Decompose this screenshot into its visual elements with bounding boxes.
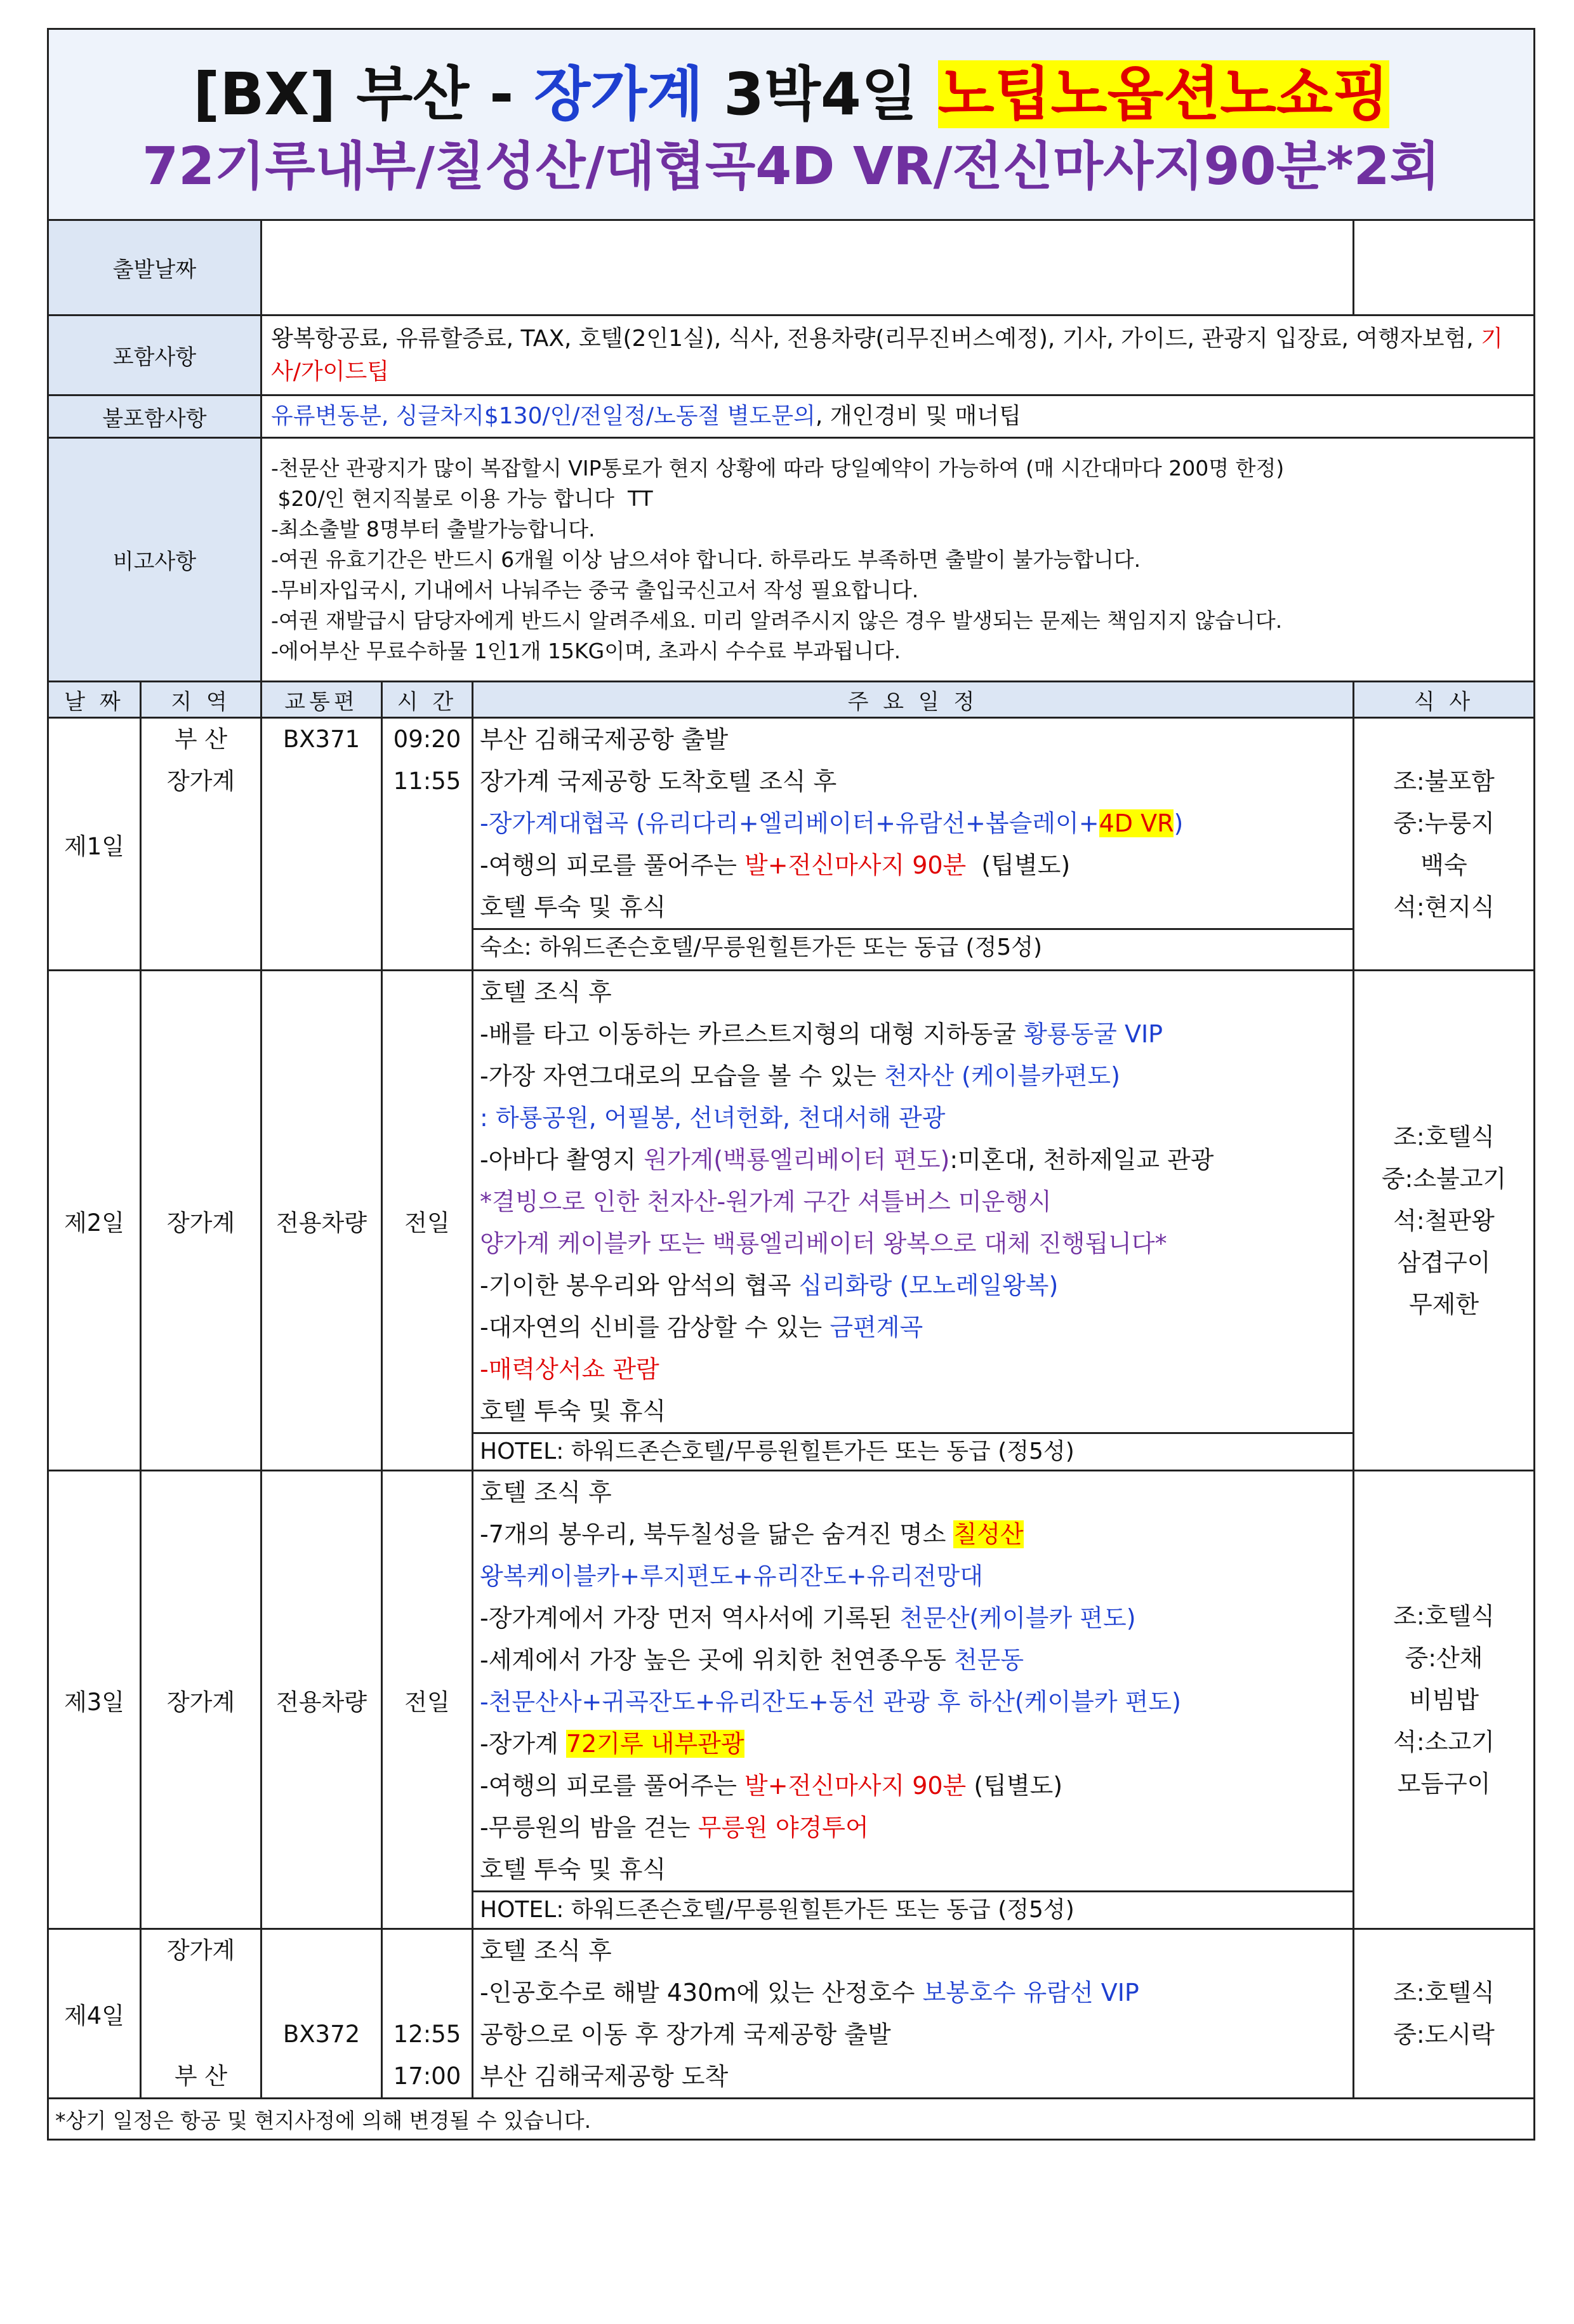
include-items: 왕복항공료, 유류할증료, TAX, 호텔(2인1실), 식사, 전용차량(리무진버스예정), 기사, 가이드, 관광지 입장료, 여행자보험,: [271, 325, 1481, 352]
schedule-text: -여행의 피로를 풀어주는: [480, 851, 745, 879]
schedule-text: :미혼대, 천하제일교 관광: [949, 1146, 1214, 1174]
day-label: 제2일: [48, 971, 141, 1471]
schedule-line: 호텔 조식 후: [480, 978, 612, 1006]
schedule-text: -대자연의 신비를 감상할 수 있는: [480, 1313, 830, 1341]
schedule-text: (팁별도): [966, 1772, 1063, 1800]
schedule-line: 양가계 케이블카 또는 백룡엘리베이터 왕복으로 대체 진행됩니다*: [480, 1230, 1167, 1258]
day-label: 제4일: [48, 1929, 141, 2099]
day-label: 제3일: [48, 1471, 141, 1929]
schedule-line: 부산 김해국제공항 도착: [480, 2062, 729, 2090]
notes-label: 비고사항: [48, 438, 261, 682]
schedule-line: 장가계 국제공항 도착호텔 조식 후: [480, 767, 837, 795]
region-destination: 부 산: [174, 2062, 228, 2090]
meal-item: 조:호텔식: [1393, 1122, 1495, 1151]
schedule-text: -가장 자연그대로의 모습을 볼 수 있는: [480, 1062, 884, 1090]
meal-item: 조:호텔식: [1393, 1602, 1495, 1630]
schedule-line: [473, 1639, 1352, 1681]
include-label: 포함사항: [48, 315, 261, 395]
itinerary-table: [47, 28, 1535, 2141]
schedule-line: 호텔 조식 후: [480, 1478, 612, 1506]
schedule-line: -매력상서쇼 관람: [480, 1355, 659, 1383]
schedule-line: [473, 1972, 1352, 2014]
schedule-highlight: 발+전신마사지 90분: [744, 851, 967, 879]
schedule-highlight: 황룡동굴 VIP: [1024, 1020, 1163, 1048]
schedule-badge: 72기루 내부관광: [565, 1730, 744, 1758]
header-meal: 식 사: [1354, 682, 1535, 718]
day-time: 전일: [382, 971, 473, 1471]
footer-note: *상기 일정은 항공 및 현지사정에 의해 변경될 수 있습니다.: [48, 2099, 1535, 2140]
header-date: 날 짜: [48, 682, 141, 718]
day-meals: [1354, 971, 1535, 1471]
hotel-info: 숙소: 하워드존슨호텔/무릉원힐튼가든 또는 동급 (정5성): [473, 928, 1352, 966]
title-destination: 장가계: [534, 60, 703, 128]
schedule-line: [473, 1139, 1352, 1181]
schedule-text: -장가계: [480, 1730, 566, 1758]
schedule-text: -7개의 봉우리, 북두칠성을 닮은 숨겨진 명소: [480, 1520, 954, 1548]
meal-item: 중:도시락: [1393, 2021, 1495, 2048]
exclude-rest: , 개인경비 및 매너팁: [815, 403, 1021, 429]
schedule-highlight: ): [1174, 809, 1184, 837]
day-time: [382, 1929, 473, 2099]
time-depart: 12:55: [393, 2021, 461, 2048]
schedule-text: -세계에서 가장 높은 곳에 위치한 천연종우동: [480, 1646, 954, 1674]
region-origin: 장가계: [166, 1937, 235, 1964]
day-region: 장가계: [141, 1471, 261, 1929]
day-meals: [1354, 1471, 1535, 1929]
schedule-text: -배를 타고 이동하는 카르스트지형의 대형 지하동굴: [480, 1020, 1024, 1048]
header-transport: 교통편: [261, 682, 382, 718]
meal-item: 석:현지식: [1393, 893, 1495, 921]
schedule-text: -무릉원의 밤을 걷는: [480, 1814, 698, 1842]
schedule-line: [473, 1306, 1352, 1348]
schedule-line: 부산 김해국제공항 출발: [480, 726, 729, 754]
schedule-line: *결빙으로 인한 천자산-원가계 구간 셔틀버스 미운행시: [480, 1188, 1052, 1216]
schedule-line: [473, 1265, 1352, 1306]
page-title: [49, 57, 1533, 132]
schedule-highlight: 천문산(케이블카 편도): [899, 1604, 1136, 1632]
day-meals: [1354, 718, 1535, 971]
header-region: 지 역: [141, 682, 261, 718]
note-item: -천문산 관광지가 많이 복잡할시 VIP통로가 현지 상황에 따라 당일예약이 가능하여 (매 시간대마다 200명 한정): [271, 455, 1285, 481]
schedule-highlight: 무릉원 야경투어: [698, 1814, 869, 1842]
time-arrive: 11:55: [393, 767, 461, 795]
schedule-badge: 칠성산: [953, 1520, 1024, 1548]
meal-item: 중:소불고기: [1381, 1164, 1507, 1193]
meal-item: 석:소고기: [1393, 1727, 1495, 1756]
schedule-text: -장가계에서 가장 먼저 역사서에 기록된: [480, 1604, 900, 1632]
day-transport: 전용차량: [261, 1471, 382, 1929]
day-meals: [1354, 1929, 1535, 2099]
departure-label: 출발날짜: [48, 220, 261, 315]
day-schedule: [473, 971, 1354, 1471]
schedule-line: 호텔 투숙 및 휴식: [480, 1856, 666, 1883]
itinerary-page: [47, 28, 1533, 2141]
schedule-line: 호텔 조식 후: [480, 1937, 612, 1965]
schedule-line: 왕복케이블카+루지편도+유리잔도+유리전망대: [480, 1562, 983, 1590]
exclude-label: 불포함사항: [48, 395, 261, 438]
day-region: [141, 1929, 261, 2099]
meal-item: 조:호텔식: [1393, 1979, 1495, 2007]
time-depart: 09:20: [393, 726, 461, 753]
title-badge: 노팁노옵션노쇼핑: [937, 60, 1389, 128]
day-time: 전일: [382, 1471, 473, 1929]
departure-value-2: [1354, 220, 1535, 315]
schedule-highlight: 십리화랑 (모노레일왕복): [798, 1272, 1059, 1299]
note-item: -에어부산 무료수하물 1인1개 15KG이며, 초과시 수수료 부과됩니다.: [271, 638, 901, 663]
day-region: 장가계: [141, 971, 261, 1471]
note-item: -무비자입국시, 기내에서 나눠주는 중국 출입국신고서 작성 필요합니다.: [271, 577, 919, 602]
meal-item: 중:산채: [1405, 1643, 1483, 1672]
schedule-line: 호텔 투숙 및 휴식: [480, 1397, 666, 1425]
schedule-highlight: 보봉호수 유람선 VIP: [922, 1979, 1139, 2007]
day-time: [382, 718, 473, 971]
meal-item: 삼겹구이: [1397, 1248, 1491, 1277]
schedule-line: [473, 1723, 1352, 1765]
include-text: [261, 315, 1535, 395]
hotel-info: HOTEL: 하워드존슨호텔/무릉원힐튼가든 또는 동급 (정5성): [473, 1890, 1352, 1928]
flight-number: BX372: [282, 2021, 360, 2048]
day-transport: [261, 718, 382, 971]
schedule-text: (팁별도): [966, 851, 1071, 879]
day-row: [48, 1471, 1535, 1929]
exclude-highlight: 유류변동분, 싱글차지$130/인/전일정/노동절 별도문의: [271, 403, 816, 429]
title-banner: [48, 29, 1535, 220]
day-row: [48, 971, 1535, 1471]
hotel-info: HOTEL: 하워드존슨호텔/무릉원힐튼가든 또는 동급 (정5성): [473, 1432, 1352, 1470]
flight-number: BX371: [282, 726, 360, 753]
day-schedule: [473, 718, 1354, 971]
schedule-line: : 하룡공원, 어필봉, 선녀헌화, 천대서해 관광: [480, 1104, 946, 1132]
schedule-highlight: 천문동: [953, 1646, 1024, 1674]
schedule-line: [473, 1013, 1352, 1055]
schedule-highlight: 금편계곡: [830, 1313, 923, 1341]
note-item: -여권 재발급시 담당자에게 반드시 알려주세요. 미리 알려주시지 않은 경우 발생되는 문제는 책임지지 않습니다.: [271, 608, 1283, 633]
meal-item: 석:철판왕: [1393, 1206, 1495, 1235]
schedule-text: -기이한 봉우리와 암석의 협곡: [480, 1272, 799, 1299]
meal-item: 백숙: [1420, 851, 1467, 879]
note-item: $20/인 현지직불로 이용 가능 합니다 TT: [271, 486, 653, 511]
day-transport: 전용차량: [261, 971, 382, 1471]
schedule-text: -여행의 피로를 풀어주는: [480, 1772, 745, 1800]
schedule-line: [473, 1765, 1352, 1807]
schedule-text: -인공호수로 해발 430m에 있는 산정호수: [480, 1979, 923, 2007]
day-label: 제1일: [48, 718, 141, 971]
page-subtitle: 72기루내부/칠성산/대협곡4D VR/전신마사지90분*2회: [142, 136, 1440, 197]
include-tip: 기사/가이드팁: [271, 325, 1503, 385]
exclude-text: [261, 395, 1535, 438]
header-schedule: 주 요 일 정: [473, 682, 1354, 718]
title-duration: 3박4일: [703, 60, 938, 128]
meal-item: 모듬구이: [1397, 1769, 1491, 1798]
meal-item: 중:누룽지: [1393, 809, 1495, 837]
schedule-line: [473, 1597, 1352, 1639]
schedule-header: [48, 682, 1535, 718]
schedule-text: -아바다 촬영지: [480, 1146, 644, 1174]
schedule-line: 호텔 투숙 및 휴식: [480, 893, 666, 921]
note-item: -최소출발 8명부터 출발가능합니다.: [271, 516, 595, 541]
day-schedule: [473, 1929, 1354, 2099]
schedule-line: [473, 1513, 1352, 1555]
day-region: [141, 718, 261, 971]
day-transport: [261, 1929, 382, 2099]
schedule-line: -천문산사+귀곡잔도+유리잔도+동선 관광 후 하산(케이블카 편도): [480, 1688, 1181, 1716]
schedule-highlight: 발+전신마사지 90분: [744, 1772, 967, 1800]
schedule-line: [473, 844, 1352, 886]
header-time: 시 간: [382, 682, 473, 718]
meal-item: 무제한: [1408, 1290, 1479, 1318]
region-origin: 부 산: [174, 726, 228, 753]
schedule-highlight: 원가계(백룡엘리베이터 편도): [644, 1146, 950, 1174]
region-destination: 장가계: [166, 767, 235, 795]
day-row: [48, 718, 1535, 971]
schedule-line: 공항으로 이동 후 장가계 국제공항 출발: [480, 2021, 891, 2048]
title-airline-origin: [BX] 부산 -: [193, 60, 534, 128]
schedule-line: [473, 1807, 1352, 1849]
departure-value: [261, 220, 1354, 315]
time-arrive: 17:00: [393, 2062, 461, 2090]
schedule-line: [473, 802, 1352, 844]
note-item: -여권 유효기간은 반드시 6개월 이상 남으셔야 합니다. 하루라도 부족하면 출발이 불가능합니다.: [271, 547, 1141, 572]
day-schedule: [473, 1471, 1354, 1929]
notes-list: [261, 438, 1535, 682]
schedule-highlight: -장가계대협곡 (유리다리+엘리베이터+유람선+봅슬레이+: [480, 809, 1099, 837]
schedule-line: [473, 1055, 1352, 1097]
meal-item: 조:불포함: [1393, 767, 1495, 795]
schedule-highlight: 천자산 (케이블카편도): [883, 1062, 1120, 1090]
schedule-badge: 4D VR: [1099, 809, 1174, 837]
meal-item: 비빔밥: [1408, 1685, 1479, 1714]
day-row: [48, 1929, 1535, 2099]
